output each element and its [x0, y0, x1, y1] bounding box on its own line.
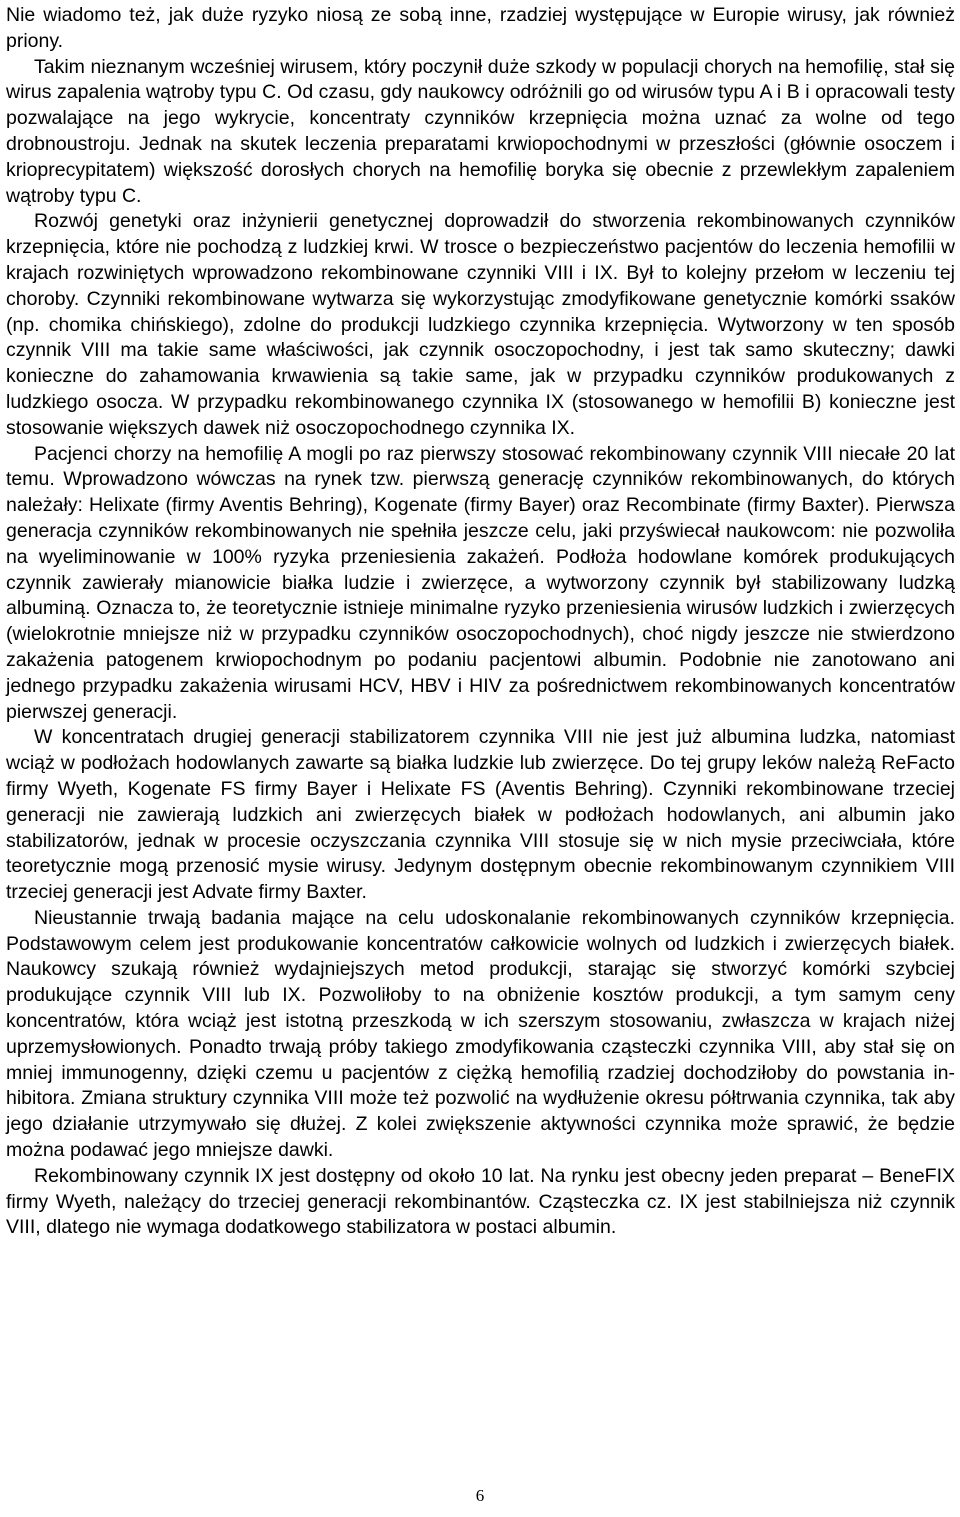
document-page [6, 3, 955, 1241]
paragraph: Rozwój genetyki oraz inżynierii genetycznej doprowadził do stworzenia rekombinowanych czynników krzepnięcia, które nie pochodzą z ludzkiej krwi. W trosce o bezpieczeństwo pacjentów do leczenia hemofilii w krajach rozwiniętych wprowadzono rekombinowane czynniki VIII i IX. Był to kolejny przełom w leczeniu tej choroby. Czynniki rekombinowane wytwarza się wykorzystując zmodyfikowane genetycznie komórki ssaków (np. chomika chińskiego), zdolne do produkcji ludzkiego czynnika krzepnięcia. Wytworzony w ten sposób czynnik VIII ma takie same właściwości, jak czynnik osoczopochodny, i jest tak samo skuteczny; dawki konieczne do zahamowania krwawienia są takie same, jak w przypadku czynników produkowanych z ludzkiego osocza. W przypadku rekombinowanego czynnika IX (stosowanego w hemofilii B) konieczne jest stosowanie większych dawek niż osoczopochodnego czynnika IX. [6, 210, 955, 439]
page-number: 6 [475, 1486, 485, 1505]
paragraph: Pacjenci chorzy na hemofilię A mogli po raz pierwszy stosować rekombinowany czynnik VIII niecałe 20 lat temu. Wprowadzono wówczas na rynek tzw. pierwszą generację czynników rekombinowanych, do których należały: Helixate (firmy Aventis Behring), Kogenate (firmy Bayer) oraz Recombinate (firmy Baxter). Pierwsza generacja czynników rekombinowanych nie spełniła jeszcze celu, jaki przyświecał naukowcom: nie pozwoliła na wyeliminowanie w 100% ryzyka przeniesienia zakażeń. Podłoża hodowlane komórek produkujących czynnik zawierały mianowicie białka ludzie i zwierzęce, a wytworzony czynnik był stabilizowany ludzką albuminą. Oznacza to, że teoretycznie istnieje minimalne ryzyko przeniesienia wirusów ludzkich i zwierzęcych (wielokrotnie mniejsze niż w przypadku czynników osoczopochodnych), choć nigdy jeszcze nie stwierdzono zakażenia patogenem krwiopochodnym po podaniu pacjentowi albumin. Podobnie nie zanotowano ani jednego przypadku zakażenia wirusami HCV, HBV i HIV za pośrednictwem rekombinowanych koncentratów pierwszej generacji. [6, 442, 955, 723]
paragraph: Takim nieznanym wcześniej wirusem, który poczynił duże szkody w populacji chorych na hemofilię, stał się wirus zapalenia wątroby typu C. Od czasu, gdy naukowcy odróżnili go od wirusów typu A i B i opracowali testy pozwalające na jego wykrycie, koncentraty czynników krzepnięcia można uznać za wolne od tego drobnoustroju. Jednak na skutek leczenia preparatami krwiopochodnymi w przeszłości (głównie osoczem i krioprecypitatem) większość dorosłych chorych na hemofilię boryka się obecnie z przewlekłym zapaleniem wątroby typu C. [6, 55, 955, 207]
paragraph: Nieustannie trwają badania mające na celu udoskonalanie rekombinowanych czynników krzepnięcia. Podstawowym celem jest produkowanie koncentratów całkowicie wolnych od ludzkich i zwierzęcych białek. Naukowcy szukają również wydajniejszych metod produkcji, starając się stworzyć komórki szybciej produkujące czynnik VIII lub IX. Pozwoliłoby to na obniżenie kosztów produkcji, a tym samym ceny koncentratów, która wciąż jest istotną przeszkodą w ich szerszym stosowaniu, zwłaszcza w krajach niżej uprzemysłowionych. Ponadto trwają próby takiego zmodyfikowania cząsteczki czynnika VIII, aby stał się on mniej immunogenny, dzięki czemu u pacjentów z ciężką hemofilią rzadziej dochodziłoby do powstania inhibitora. Zmiana struktury czynnika VIII może też pozwolić na wydłużenie okresu półtrwania czynnika, tak aby jego działanie utrzymywało się dłużej. Z kolei zwiększenie aktywności czynnika może sprawić, że będzie można podawać jego mniejsze dawki. [6, 906, 955, 1162]
paragraph: W koncentratach drugiej generacji stabilizatorem czynnika VIII nie jest już albumina ludzka, natomiast wciąż w podłożach hodowlanych zawarte są białka ludzkie lub zwierzęce. Do tej grupy leków należą ReFacto firmy Wyeth, Kogenate FS firmy Bayer i Helixate FS (Aventis Behring). Czynniki rekombinowane trzeciej generacji nie zawierają ludzkich ani zwierzęcych białek w podłożach hodowlanych, ani albumin jako stabilizatorów, jednak w procesie oczyszczania czynnika VIII stosuje się w nich mysie przeciwciała, które teoretycznie mogą przenosić mysie wirusy. Jedynym dostępnym obecnie rekombinowanym czynnikiem VIII trzeciej generacji jest Advate firmy Baxter. [6, 726, 955, 904]
paragraph: Rekombinowany czynnik IX jest dostępny od około 10 lat. Na rynku jest obecny jeden preparat – BeneFIX firmy Wyeth, należący do trzeciej generacji rekombinantów. Cząsteczka cz. IX jest stabilniejsza niż czynnik VIII, dlatego nie wymaga dodatkowego stabilizatora w postaci albumin. [6, 1164, 955, 1239]
paragraph: Nie wiadomo też, jak duże ryzyko niosą ze sobą inne, rzadziej występujące w Europie wirusy, jak również priony. [6, 4, 955, 52]
